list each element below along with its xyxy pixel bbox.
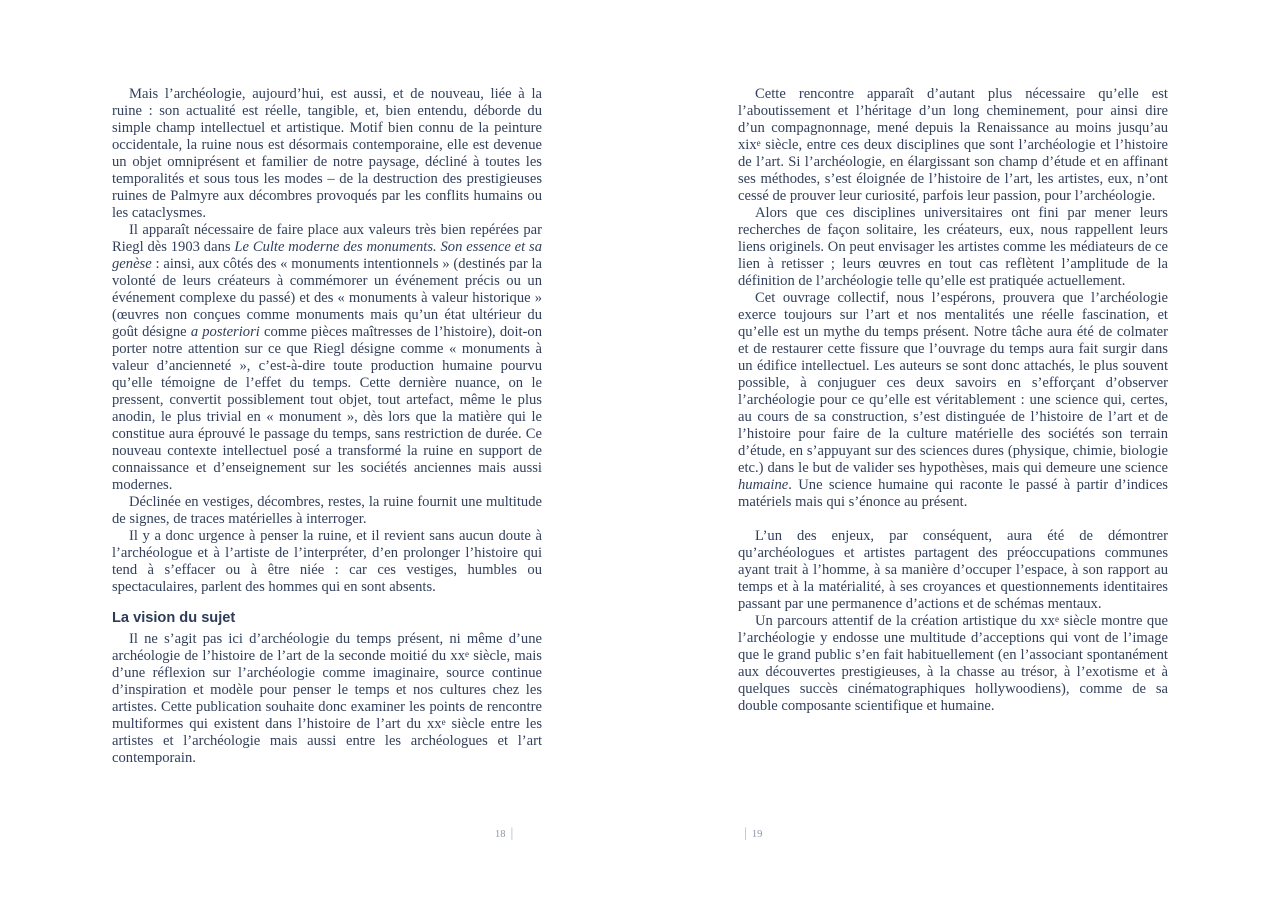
paragraph [112, 86, 542, 222]
text-run: L’un des enjeux, par conséquent, aura été de démontrer qu’archéologues et artistes partagent des préoccupations communes ayant trait à l’homme, à sa manière d’occuper l’espace, à son rapport au temps et à la matérialité, à ses croyances et questionnements identitaires passant par une permanence d’actions et de schémas mentaux. [738, 528, 1168, 612]
section-heading [112, 610, 542, 627]
text-run: Déclinée en vestiges, décombres, restes, la ruine fournit une multitude de signes, de traces matérielles à interroger. [112, 494, 542, 527]
paragraph [738, 528, 1168, 613]
paragraph [738, 613, 1168, 715]
text-run-sup: e [1054, 614, 1059, 625]
text-run: Il ne s’agit pas ici d’archéologie du temps présent, ni même d’une archéologie de l’histoire de l’art de la seconde moitié du xx [112, 631, 542, 664]
paragraph [112, 222, 542, 494]
text-run: Il y a donc urgence à penser la ruine, et il revient sans aucun doute à l’archéologue et à l’artiste de l’interpréter, d’en prolonger l’histoire qui tend à s’effacer ou à être niée : car ces vestiges, humbles ou spectaculaires, parlent des hommes qui en sont absents. [112, 528, 542, 595]
paragraph [112, 494, 542, 528]
page-left-folio [495, 827, 513, 841]
folio-separator-right: | [744, 826, 747, 841]
page-left-text-column [112, 86, 542, 767]
text-run: comme pièces maîtresses de l’histoire), doit-on porter notre attention sur ce que Riegl désigne comme « monuments à valeur d’ancienneté », c’est-à-dire toute production humaine pourvu qu’elle témoigne de l’effet du temps. Cette dernière nuance, on le pressent, convertit possiblement tout objet, tout artefact, même le plus anodin, le plus trivial en « monument », dès lors que la matière qui le constitue aura éprouvé le passage du temps, sans restriction de durée. Ce nouveau contexte intellectuel posé a transformé la ruine en support de connaissance et d’enseignement sur les sociétés anciennes mais aussi modernes. [112, 324, 543, 493]
paragraph [738, 86, 1168, 205]
text-run-italic: Le Culte moderne des monuments. Son essence et sa genèse [112, 239, 542, 272]
paragraph [738, 290, 1168, 511]
text-run-italic: humaine [738, 477, 789, 493]
page-right-folio [744, 827, 762, 841]
text-run-italic: a posteriori [190, 324, 260, 340]
text-run: Un parcours attentif de la création artistique du xx [755, 613, 1055, 629]
text-run-sup: e [441, 717, 446, 728]
text-run: siècle entre les artistes et l’archéologie mais aussi entre les archéologues et l’art contemporain. [112, 716, 542, 766]
text-run: siècle montre que l’archéologie y endosse une multitude d’acceptions qui vont de l’image que le grand public s’en fait habituellement (en l’associant spontanément aux découvertes prestigieuses, à la chasse au trésor, à l’exotisme et à quelques succès cinématographiques hollywoodiens), comme de sa double composante scientifique et humaine. [738, 613, 1168, 714]
paragraph [112, 631, 542, 767]
paragraph [738, 205, 1168, 290]
page-right-text-column [738, 86, 1168, 715]
text-run: : ainsi, aux côtés des « monuments intentionnels » (destinés par la volonté de leurs créateurs à commémorer un événement précis ou un événement complexe du passé) et des « monuments à valeur historique » (œuvres non conçues comme monuments mais qu’un état ultérieur du goût désigne [112, 256, 542, 340]
text-run: Il apparaît nécessaire de faire place aux valeurs très bien repérées par Riegl dès 1903 dans [112, 222, 542, 255]
text-run-sup: e [756, 138, 761, 149]
page-number-left: 18 [495, 828, 506, 840]
page-number-right: 19 [751, 828, 763, 840]
text-run: siècle, entre ces deux disciplines que sont l’archéologie et l’histoire de l’art. Si l’archéologie, en élargissant son champ d’étude et en affinant ses méthodes, s’est éloignée de l’histoire de l’art, les artistes, eux, n’ont cessé de prouver leur curiosité, parfois leur passion, pour l’archéologie. [738, 137, 1168, 204]
paragraph [112, 528, 542, 596]
text-run: siècle, mais d’une réflexion sur l’archéologie comme imaginaire, source continue d’inspiration et modèle pour penser le temps et nos cultures chez les artistes. Cette publication souhaite donc examiner les points de rencontre multiformes qui existent dans l’histoire de l’art du xx [112, 648, 542, 732]
folio-separator-left: | [510, 826, 514, 841]
text-run: Cet ouvrage collectif, nous l’espérons, prouvera que l’archéologie exerce toujours sur l’art et nos mentalités une réelle fascination, et qu’elle est un mythe du temps présent. Notre tâche aura été de colmater et de restaurer cette fissure que l’ouvrage du temps aura fait surgir dans un édifice intellectuel. Les auteurs se sont donc attachés, le plus souvent possible, à conjuguer ces deux savoirs en s’efforçant d’observer l’archéologie pour ce qu’elle est véritablement : une science qui, certes, au cours de sa construction, s’est distinguée de l’histoire de l’art et de l’histoire pour faire de la culture matérielle des sociétés son terrain d’étude, en s’appuyant sur des sciences dures (physique, chimie, biologie etc.) dans le but de valider ses hypothèses, mais qui demeure une science [738, 290, 1168, 476]
text-run: La vision du sujet [112, 610, 236, 626]
text-run: Alors que ces disciplines universitaires ont fini par mener leurs recherches de façon solitaire, les créateurs, eux, nous rappellent leurs liens originels. On peut envisager les artistes comme les médiateurs de ce lien à retisser ; leurs œuvres en tout cas reflètent l’amplitude de la définition de l’archéologie telle qu’elle est pratiquée actuellement. [738, 205, 1168, 289]
text-run: . Une science humaine qui raconte le passé à partir d’indices matériels mais qui s’énonce au présent. [738, 477, 1168, 510]
text-run: Cette rencontre apparaît d’autant plus nécessaire qu’elle est l’aboutissement et l’héritage d’un long cheminement, pour ainsi dire d’un compagnonnage, mené depuis la Renaissance au moins jusqu’au xix [738, 86, 1168, 153]
text-run-sup: e [465, 649, 470, 660]
text-run: Mais l’archéologie, aujourd’hui, est aussi, et de nouveau, liée à la ruine : son actualité est réelle, tangible, et, bien entendu, déborde du simple champ intellectuel et artistique. Motif bien connu de la peinture occidentale, la ruine nous est désormais contemporaine, elle est devenue un objet omniprésent et familier de notre paysage, décliné à toutes les temporalités et sous tous les modes – de la destruction des prestigieuses ruines de Palmyre aux décombres provoqués par les conflits humains ou les cataclysmes. [112, 86, 542, 221]
